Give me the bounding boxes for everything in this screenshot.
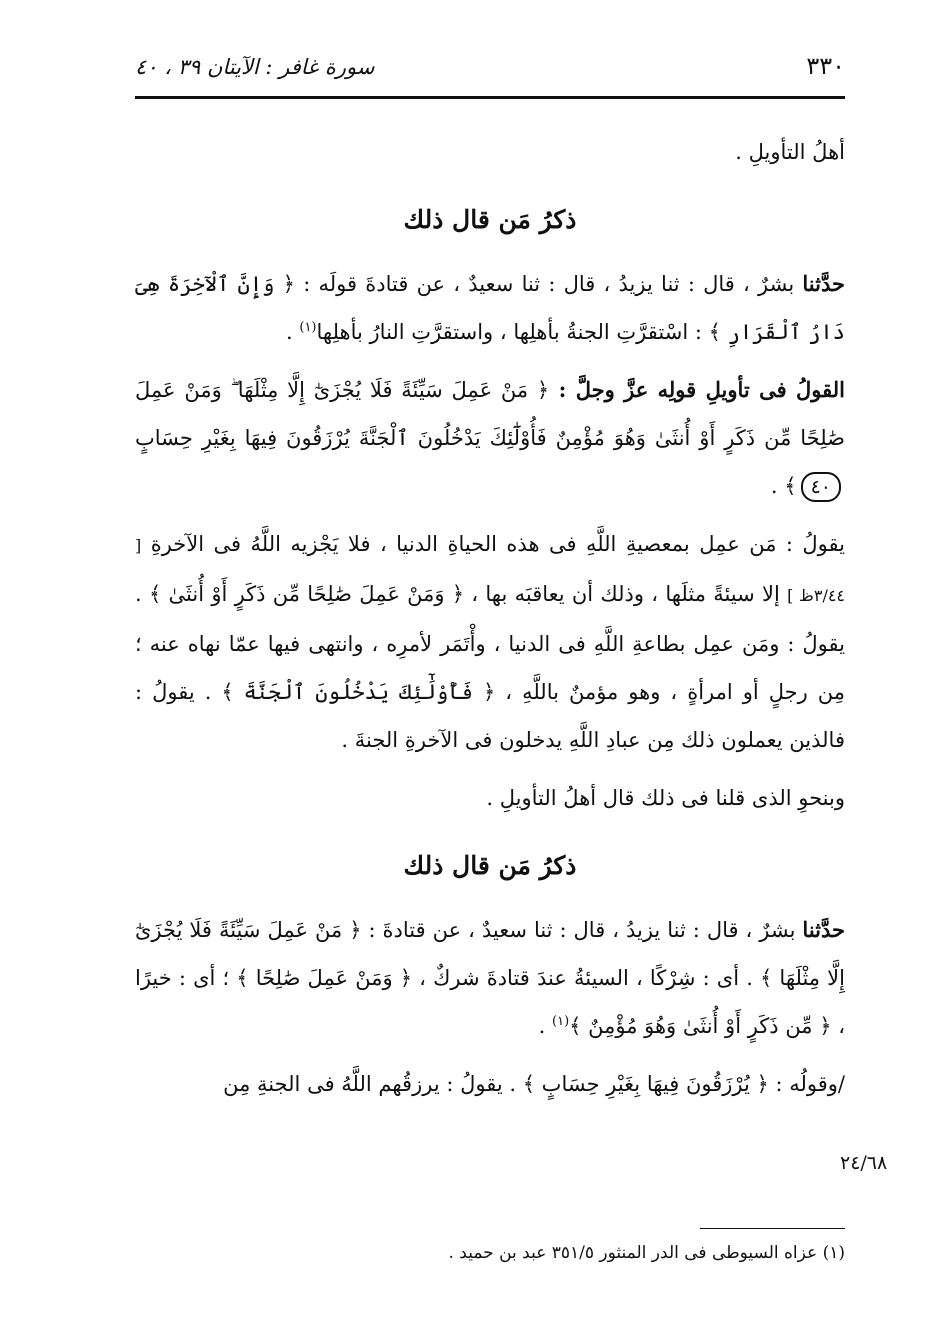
footnote-marker: (١)	[552, 1014, 570, 1029]
footnote-marker: (١)	[299, 320, 317, 335]
paragraph-6	[135, 906, 845, 1050]
paragraph-6-end: .	[538, 1014, 552, 1038]
footnote-rule	[700, 1228, 845, 1229]
header-rule	[135, 96, 845, 99]
quran-quote: ﴿ فَأُوْلَٰٓئِكَ يَدْخُلُونَ ٱلْجَنَّةَ ﴾	[221, 680, 496, 704]
quran-verse: ﴿ مَنْ عَمِلَ سَيِّئَةً فَلَا يُجْزَىٰٓ إِلَّا مِثْلَهَا ۖ وَمَنْ عَمِلَ صَٰلِحًا مِّن ذَكَرٍ أَوْ أُنثَىٰ وَهُوَ مُؤْمِنٌ فَأُوْلَٰٓئِكَ يَدْخُلُونَ ٱلْجَنَّةَ يُرْزَقُونَ فِيهَا بِغَيْرِ حِسَابٍ	[135, 378, 845, 450]
paragraph-3	[135, 366, 845, 510]
paragraph-6-text-a: بشرٌ ، قال : ثنا يزيدُ ، قال : ثنا سعيدٌ ، عن قتادةَ :	[361, 918, 803, 942]
paragraph-6-text-c: ؛ أى : خيرًا ،	[135, 966, 845, 1038]
tafsir-heading: القولُ فى تأويلِ قولِه عزَّ وجلَّ :	[549, 377, 845, 402]
paragraph-2-end: .	[286, 320, 300, 344]
quran-quote: ﴿ مَنْ عَمِلَ سَيِّئَةً فَلَا يُجْزَىٰٓ إِلَّا مِثْلَهَا ﴾	[135, 918, 845, 990]
paragraph-2	[135, 260, 845, 356]
paragraph-2-text-b: : اسْتقرَّتِ الجنةُ بأهلِها ، واستقرَّتِ النارُ بأهلِها	[316, 320, 709, 344]
page-header	[135, 52, 845, 92]
footnote: (١) عزاه السيوطى فى الدر المنثور ٣٥١/٥ عبد بن حميد .	[448, 1243, 845, 1263]
paragraph-4-text-d: . يقولُ : فالذين يعملون ذلك مِن عبادِ اللَّهِ يدخلون فى الآخرةِ الجنةَ .	[135, 680, 845, 752]
narration-lead: حدَّثنا	[802, 917, 846, 942]
page-number: ٣٣٠	[806, 52, 845, 80]
paragraph-6-text-b: . أى : شِرْكًا ، السيئةُ عندَ قتادةَ شركٌ ،	[412, 966, 760, 990]
margin-reference: ٢٤/٦٨	[840, 1152, 888, 1174]
paragraph-4-text-c: . يقولُ : ومَن عمِل بطاعةِ اللَّهِ فى الدنيا ، وأْتَمَر لأمرِه ، وانتهى فيها عمّا نهاه عنه ؛ مِن رجلٍ أو امرأةٍ ، وهو مؤمنٌ باللَّهِ ،	[135, 582, 845, 704]
section-heading-2: ذكرُ مَن قال ذلك	[403, 851, 577, 880]
section-heading-1: ذكرُ مَن قال ذلك	[403, 205, 577, 234]
paragraph-1: أهلُ التأويلِ .	[735, 140, 845, 164]
manuscript-reference: [ ٣/٤٤ظ ]	[135, 536, 846, 605]
running-title: سورة غافر : الآيتان ٣٩ ، ٤٠	[135, 55, 375, 79]
paragraph-4-text-a: يقولُ : مَن عمِل بمعصيةِ اللَّهِ فى هذه الحياةِ الدنيا ، فلا يَجْزيه اللَّهُ فى الآخرةِ	[141, 532, 845, 556]
page-body	[135, 128, 845, 1108]
narration-lead: حدَّثنا	[802, 271, 845, 296]
quran-quote: ﴿ وَإِنَّ ٱلْآخِرَةَ هِىَ دَارُ ٱلْقَرَارِ ﴾	[135, 272, 845, 344]
paragraph-4-text-b: إلا سيئةً مثلَها ، وذلك أن يعاقبَه بها ،	[464, 582, 780, 606]
quran-quote: ﴿ يُرْزَقُونَ فِيهَا بِغَيْرِ حِسَابٍ ﴾	[522, 1072, 769, 1096]
paragraph-7-text-b: . يقولُ : يرزقُهم اللَّهُ فى الجنةِ مِن	[223, 1072, 523, 1096]
paragraph-7-text-a: /وقولُه :	[768, 1072, 845, 1096]
quran-quote: ﴿ وَمَنْ عَمِلَ صَٰلِحًا ﴾	[236, 966, 413, 990]
quran-quote: ﴿ وَمَنْ عَمِلَ صَٰلِحًا مِّن ذَكَرٍ أَوْ أُنثَىٰ ﴾	[148, 582, 465, 606]
paragraph-7	[135, 1060, 845, 1108]
quran-quote: ﴿ مِّن ذَكَرٍ أَوْ أُنثَىٰ وَهُوَ مُؤْمِنٌ ﴾	[569, 1014, 832, 1038]
ayah-number-badge: ٤٠	[801, 472, 841, 502]
paragraph-5: وبنحوِ الذى قلنا فى ذلك قال أهلُ التأويلِ .	[486, 786, 845, 810]
paragraph-4	[135, 520, 845, 764]
quran-verse-close: ﴾ .	[770, 474, 797, 498]
paragraph-2-text-a: بشرٌ ، قال : ثنا يزيدُ ، قال : ثنا سعيدٌ ، عن قتادةَ قولَه :	[294, 272, 803, 296]
